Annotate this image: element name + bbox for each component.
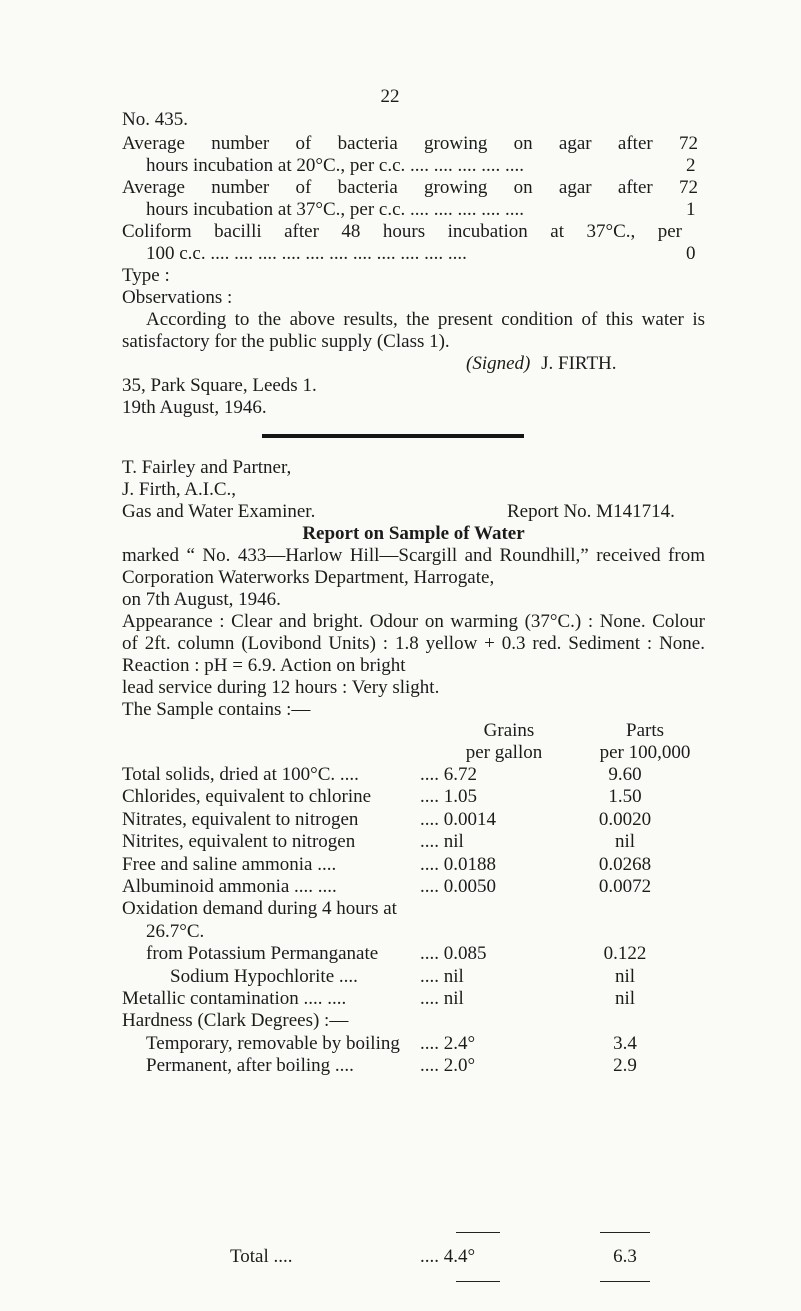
table-row-label: Total solids, dried at 100°C. ....	[122, 764, 359, 785]
table-row-parts: 1.50	[608, 786, 642, 807]
grains-heading-2: per gallon	[465, 742, 543, 763]
table-row-label: Temporary, removable by boiling	[146, 1033, 400, 1054]
table-row-grains: .... 0.0050	[420, 876, 496, 897]
observations-label: Observations :	[122, 287, 233, 308]
table-row-parts: 3.4	[613, 1033, 637, 1054]
parts-total-underline	[600, 1281, 650, 1282]
total-label: Total ....	[230, 1246, 293, 1267]
table-row-grains: .... nil	[420, 831, 464, 852]
table-row-grains: .... nil	[420, 988, 464, 1009]
table-row-grains: .... 2.0°	[420, 1055, 476, 1076]
table-row-label: Metallic contamination .... ....	[122, 988, 347, 1009]
bacteria-20-line1: Average number of bacteria growing on agar after 72	[122, 133, 698, 154]
table-row-grains: .... 6.72	[420, 764, 477, 785]
bacteria-37-value: 1	[686, 199, 696, 220]
table-row-label: Hardness (Clark Degrees) :—	[122, 1010, 349, 1031]
parts-total-overline	[600, 1232, 650, 1233]
table-row-label: from Potassium Permanganate	[146, 943, 379, 964]
received-date: on 7th August, 1946.	[122, 589, 281, 610]
grains-heading-1: Grains	[483, 720, 535, 741]
coliform-line1: Coliform bacilli after 48 hours incubation at 37°C., per	[122, 221, 682, 242]
appearance-text: Appearance : Clear and bright. Odour on warming (37°C.) : None. Colour of 2ft. column (Lovibond Units) : 1.8 yellow + 0.3 red. Sediment : None. Reaction : pH = 6.9. Action on bright	[122, 611, 705, 676]
table-row-label: Permanent, after boiling ....	[146, 1055, 354, 1076]
total-parts: 6.3	[613, 1246, 637, 1267]
table-row-parts: nil	[614, 988, 636, 1009]
table-row-label: Nitrates, equivalent to nitrogen	[122, 809, 359, 830]
bacteria-37-line1: Average number of bacteria growing on agar after 72	[122, 177, 698, 198]
grains-total-overline	[456, 1232, 500, 1233]
table-row-parts: 0.0268	[598, 854, 652, 875]
table-row-parts: nil	[614, 831, 636, 852]
table-row-parts: nil	[614, 966, 636, 987]
table-row-parts: 0.122	[603, 943, 647, 964]
coliform-line2: 100 c.c. .... .... .... .... .... .... .... .... .... .... ....	[146, 243, 467, 264]
report-date: 19th August, 1946.	[122, 397, 267, 418]
table-row-parts: 0.0072	[598, 876, 652, 897]
signature	[466, 353, 617, 375]
signed-label: (Signed)	[466, 353, 531, 374]
section-divider	[262, 434, 524, 438]
table-row-label: Oxidation demand during 4 hours at	[122, 898, 397, 919]
total-grains: .... 4.4°	[420, 1246, 476, 1267]
bacteria-37-line2: hours incubation at 37°C., per c.c. .... .... .... .... ....	[146, 199, 525, 220]
table-row-label: Sodium Hypochlorite ....	[170, 966, 358, 987]
grains-total-underline	[456, 1281, 500, 1282]
table-row-grains: .... nil	[420, 966, 464, 987]
table-row-label: 26.7°C.	[146, 921, 205, 942]
table-row-label: Free and saline ammonia ....	[122, 854, 337, 875]
table-row-label: Chlorides, equivalent to chlorine	[122, 786, 372, 807]
signed-name: J. FIRTH.	[541, 353, 617, 374]
lead-text: lead service during 12 hours : Very slight.	[122, 677, 440, 698]
address: 35, Park Square, Leeds 1.	[122, 375, 317, 396]
table-row-grains: .... 0.085	[420, 943, 487, 964]
table-row-grains: .... 0.0188	[420, 854, 496, 875]
report-number: No. 435.	[122, 109, 188, 130]
report-heading: Report on Sample of Water	[302, 523, 525, 544]
examiner-name: J. Firth, A.I.C.,	[122, 479, 237, 500]
parts-heading-1: Parts	[626, 720, 664, 741]
table-row-grains: .... 1.05	[420, 786, 477, 807]
table-row-label: Albuminoid ammonia .... ....	[122, 876, 337, 897]
firm-name: T. Fairley and Partner,	[122, 457, 292, 478]
bacteria-20-line2: hours incubation at 20°C., per c.c. .... .... .... .... ....	[146, 155, 525, 176]
table-row-parts: 9.60	[608, 764, 642, 785]
table-row-parts: 2.9	[613, 1055, 637, 1076]
page-number: 22	[380, 86, 400, 107]
examiner-role: Gas and Water Examiner.	[122, 501, 316, 522]
coliform-value: 0	[686, 243, 696, 264]
bacteria-20-value: 2	[686, 155, 696, 176]
table-row-grains: .... 2.4°	[420, 1033, 476, 1054]
table-row-parts: 0.0020	[598, 809, 652, 830]
sample-contains: The Sample contains :—	[122, 699, 311, 720]
type-label: Type :	[122, 265, 170, 286]
report-number-2: Report No. M141714.	[507, 501, 675, 522]
observation-text: According to the above results, the present condition of this water is satisfactory for the public supply (Class 1).	[122, 309, 705, 352]
marked-text: marked “ No. 433—Harlow Hill—Scargill and Roundhill,” received from Corporation Waterworks Department, Harrogate,	[122, 545, 705, 588]
table-row-grains: .... 0.0014	[420, 809, 496, 830]
parts-heading-2: per 100,000	[599, 742, 691, 763]
table-row-label: Nitrites, equivalent to nitrogen	[122, 831, 356, 852]
